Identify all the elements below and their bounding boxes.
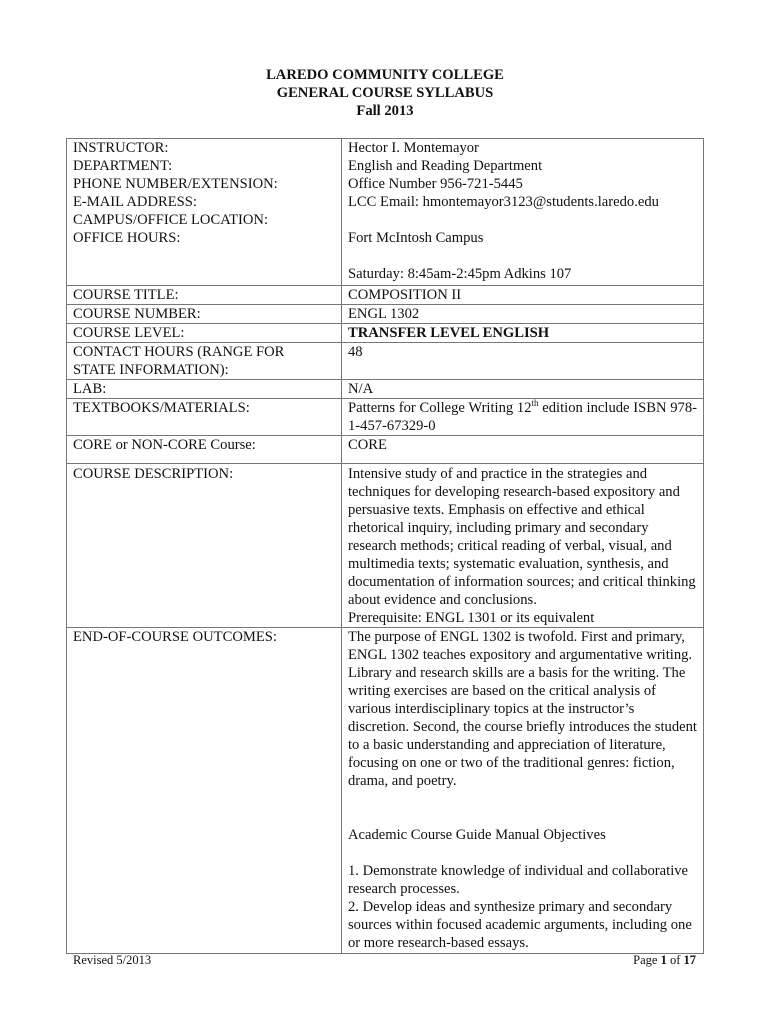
label-email: E-MAIL ADDRESS: [73, 194, 197, 210]
label-course-level: COURSE LEVEL: [67, 324, 342, 343]
objective-2: 2. Develop ideas and synthesize primary and secondary sources within focused academic arguments, including one or more research-based essays. [348, 899, 692, 951]
label-office-hours: OFFICE HOURS: [73, 230, 181, 246]
objective-1: 1. Demonstrate knowledge of individual and collaborative research processes. [348, 863, 689, 897]
value-outcomes-intro: The purpose of ENGL 1302 is twofold. First and primary, ENGL 1302 teaches expository and argumentative writing. Library and research skills are a basis for the writing. The writing exercises are based on the critical analysis of various interdisciplinary topics at the instructor’s discretion. Second, the course briefly introduces the student to a basic understanding and appreciation of literature, focusing on one or two of the traditional genres: fiction, drama, and poetry. [348, 629, 697, 789]
page-current: 1 [660, 953, 667, 967]
value-outcomes-cell [342, 628, 704, 954]
value-prerequisite: Prerequisite: ENGL 1301 or its equivalent [348, 610, 595, 626]
label-instructor: INSTRUCTOR: [73, 140, 169, 156]
college-name: LAREDO COMMUNITY COLLEGE [266, 67, 504, 83]
label-phone: PHONE NUMBER/EXTENSION: [73, 176, 278, 192]
table-row [67, 628, 704, 954]
value-textbooks [342, 399, 704, 436]
value-course-title: COMPOSITION II [342, 286, 704, 305]
value-core: CORE [342, 436, 704, 464]
document-header [0, 66, 770, 120]
acgm-heading: Academic Course Guide Manual Objectives [348, 827, 606, 843]
label-department: DEPARTMENT: [73, 158, 173, 174]
textbook-isbn: edition include ISBN 978-1-457-67329-0 [348, 400, 697, 434]
label-outcomes: END-OF-COURSE OUTCOMES: [67, 628, 342, 954]
table-row [67, 380, 704, 399]
info-labels-cell [67, 139, 342, 286]
page-word: Page [633, 953, 661, 967]
value-department: English and Reading Department [348, 158, 543, 174]
value-office-hours: Saturday: 8:45am-2:45pm Adkins 107 [348, 266, 572, 282]
label-course-title: COURSE TITLE: [67, 286, 342, 305]
value-lab: N/A [342, 380, 704, 399]
of-word: of [666, 953, 684, 967]
value-instructor: Hector I. Montemayor [348, 140, 479, 156]
revised-date: Revised 5/2013 [73, 953, 152, 967]
info-values-cell [342, 139, 704, 286]
value-email: LCC Email: hmontemayor3123@students.laredo.edu [348, 194, 659, 210]
table-row [67, 286, 704, 305]
value-description: Intensive study of and practice in the strategies and techniques for developing research-based expository and persuasive texts. Emphasis on effective and ethical rhetorical inquiry, including primary and secondary research methods; critical reading of verbal, visual, and multimedia texts; systematic evaluation, synthesis, and documentation of information sources; and critical thinking about evidence and conclusions. [348, 466, 696, 608]
table-row [67, 436, 704, 464]
textbook-title: Patterns for College Writing 12 [348, 400, 532, 416]
page-number [633, 951, 696, 969]
label-course-number: COURSE NUMBER: [67, 305, 342, 324]
syllabus-table [66, 138, 704, 954]
value-course-number: ENGL 1302 [342, 305, 704, 324]
table-row [67, 305, 704, 324]
label-contact-hours-line1: CONTACT HOURS (RANGE FOR [73, 344, 285, 360]
value-description-cell [342, 464, 704, 628]
value-course-level [342, 324, 704, 343]
table-row [67, 464, 704, 628]
term: Fall 2013 [356, 103, 414, 119]
label-textbooks: TEXTBOOKS/MATERIALS: [67, 399, 342, 436]
label-contact-hours-line2: STATE INFORMATION): [73, 362, 229, 378]
label-lab: LAB: [67, 380, 342, 399]
table-row [67, 324, 704, 343]
label-core: CORE or NON-CORE Course: [67, 436, 342, 464]
document-title: GENERAL COURSE SYLLABUS [276, 85, 494, 101]
value-campus: Fort McIntosh Campus [348, 230, 484, 246]
label-campus: CAMPUS/OFFICE LOCATION: [73, 212, 269, 228]
page-total: 17 [683, 953, 696, 967]
table-row [67, 139, 704, 286]
value-phone: Office Number 956-721-5445 [348, 176, 523, 192]
course-level-bold: TRANSFER LEVEL ENGLISH [348, 325, 550, 341]
table-row [67, 399, 704, 436]
textbook-edition-suffix: th [531, 398, 539, 409]
label-description: COURSE DESCRIPTION: [67, 464, 342, 628]
value-contact-hours: 48 [342, 343, 704, 380]
label-contact-hours [67, 343, 342, 380]
table-row [67, 343, 704, 380]
